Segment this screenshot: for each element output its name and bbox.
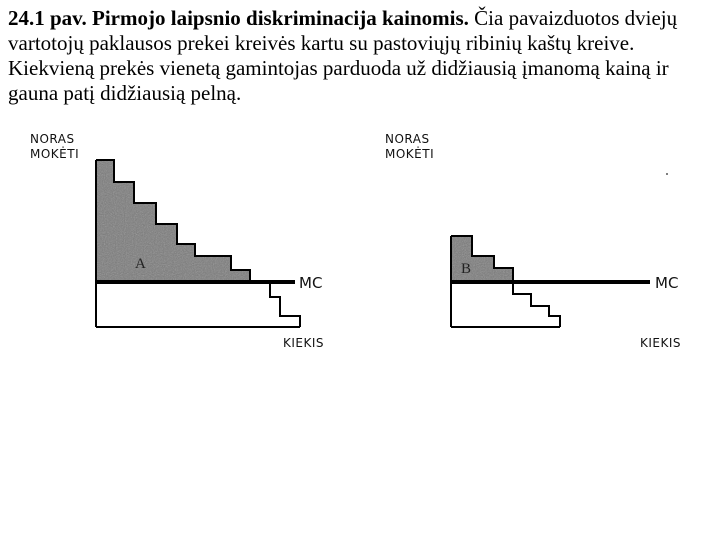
right-panel: [385, 132, 681, 350]
figure-label: 24.1 pav. Pirmojo laipsnio diskriminacija kainomis.: [8, 6, 469, 30]
right-x-axis-label: KIEKIS: [640, 336, 682, 350]
caption-text: Čia pavaizduotos dviejų vartotojų paklausos prekei kreivės kartu su pastoviųjų ribinių kaštų kreive. Kiekvieną prekės vienetą gamintojas parduoda už didžiausią įmanomą kainą ir gauna patį didžiausią pelną.: [8, 6, 678, 105]
left-y-axis-label-line2: MOKĖTI: [30, 147, 80, 161]
left-panel: [30, 132, 324, 350]
right-y-axis-label-line1: NORAS: [385, 132, 430, 146]
left-x-axis-label: KIEKIS: [283, 336, 325, 350]
right-y-axis-label-line2: MOKĖTI: [385, 147, 435, 161]
left-y-axis-label-line1: NORAS: [30, 132, 75, 146]
left-surplus-area-a: [96, 160, 250, 282]
scan-speck: [666, 173, 668, 175]
right-mc-label: MC: [655, 274, 679, 292]
left-surplus-label: A: [135, 256, 146, 272]
left-mc-label: MC: [299, 274, 323, 292]
right-surplus-label: B: [461, 261, 472, 277]
